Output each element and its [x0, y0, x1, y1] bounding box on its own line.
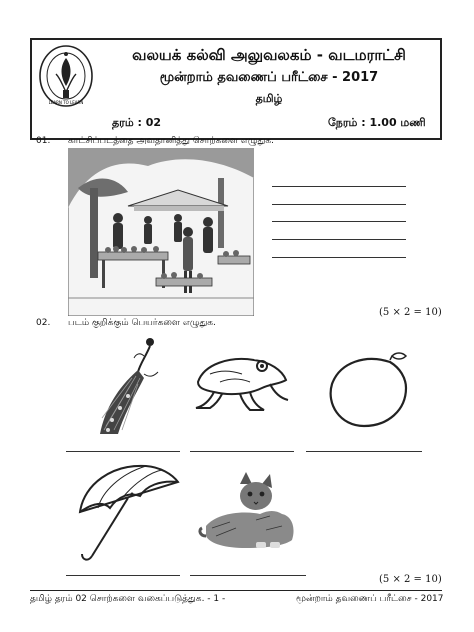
answer-line-1[interactable] [272, 186, 406, 187]
answer-line-5[interactable] [272, 257, 406, 258]
answer-line-mango[interactable] [306, 451, 422, 452]
school-logo [38, 44, 94, 110]
question-2-marks: (5 × 2 = 10) [379, 574, 442, 585]
question-2-number: 02. [36, 318, 51, 328]
time-label: நேரம் : 1.00 மணி [328, 116, 426, 129]
answer-line-cat[interactable] [190, 575, 306, 576]
footer-left-text: தமிழ் தரம் 02 சொற்களை வகைப்படுத்துக. - 1 - [30, 594, 226, 604]
logo-motto: LEARN TO LEARN [48, 100, 84, 105]
answer-line-frog[interactable] [190, 451, 294, 452]
office-title: வலயக் கல்வி அலுவலகம் - வடமராட்சி [132, 46, 406, 64]
peacock-feather-picture [92, 334, 174, 438]
cat-picture [196, 470, 300, 552]
answer-line-feather[interactable] [66, 451, 180, 452]
market-scene-picture [68, 148, 254, 316]
exam-title: மூன்றாம் தவணைப் பரீட்சை - 2017 [159, 70, 379, 85]
frog-picture [190, 348, 294, 420]
answer-line-2[interactable] [272, 204, 406, 205]
question-2-instruction: படம் குறிக்கும் பெயர்களை எழுதுக. [68, 318, 216, 328]
grade-label: தரம் : 02 [112, 116, 162, 129]
footer-divider [30, 590, 442, 591]
answer-line-3[interactable] [272, 221, 406, 222]
footer-right-text: மூன்றாம் தவணைப் பரீட்சை - 2017 [296, 594, 444, 604]
question-1-instruction: காட்சிப்படத்தை அவதானித்து சொற்களை எழுதுக. [68, 136, 274, 146]
answer-line-umbrella[interactable] [66, 575, 180, 576]
subject-label: தமிழ் [255, 92, 283, 105]
question-1-number: 01. [36, 136, 51, 146]
mango-picture [326, 348, 416, 430]
umbrella-picture [74, 458, 182, 566]
answer-line-4[interactable] [272, 239, 406, 240]
exam-header [30, 38, 442, 140]
question-1-marks: (5 × 2 = 10) [379, 307, 442, 318]
